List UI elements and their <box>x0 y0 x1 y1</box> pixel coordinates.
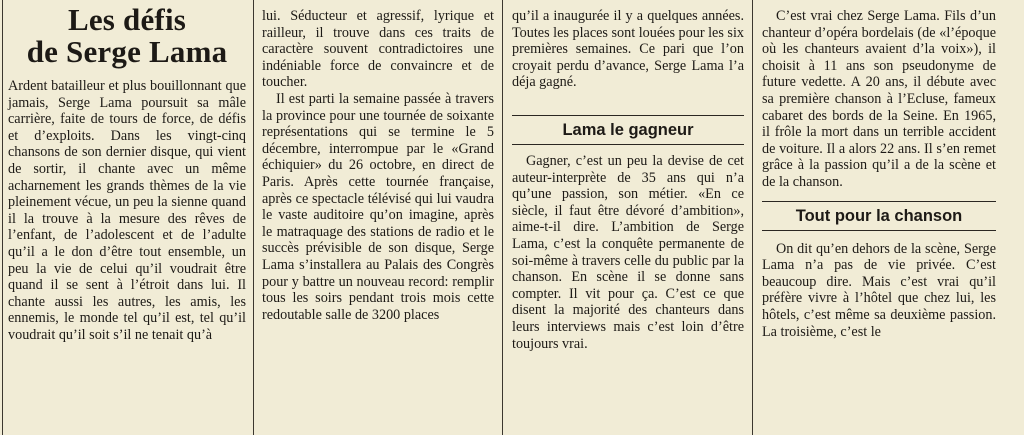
column-4 <box>762 8 996 340</box>
subhead-tout-pour-la-chanson: Tout pour la chanson <box>762 201 996 231</box>
headline-line-1: Les défis <box>67 2 187 37</box>
column-3 <box>512 8 744 352</box>
column-rule-2 <box>502 0 503 435</box>
column-rule-3 <box>752 0 753 435</box>
column-4-paragraph-bottom: On dit qu’en dehors de la scène, Serge Lama n’a pas de vie privée. C’est beaucoup dire. Mais c’est vrai qu’il préfère vivre à l’hôtel que chez lui, les hôtels, c’est même sa deuxième passion. La troisième, c’est le <box>762 240 996 340</box>
column-4-paragraph-top: C’est vrai chez Serge Lama. Fils d’un chanteur d’opéra bordelais (de «l’époque où les chanteurs avaient d’la voix»), il choisit à 11 ans son pseudonyme de future vedette. A 20 ans, il débute avec sa première chanson à l’Ecluse, fameux cabaret des bords de la Seine. En 1965, il frôle la mort dans un terrible accident de voiture. Il a alors 22 ans. Il s’en remet grâce à la passion qu’il a de la scène et de la chanson. <box>762 8 996 190</box>
column-3-paragraph-top: qu’il a inaugurée il y a quelques années. Toutes les places sont louées pour les six premières semaines. Ce pari que l’on croyait perdu d’avance, Serge Lama l’a déja gagné. <box>512 8 744 91</box>
headline-line-2: de Serge Lama <box>26 34 228 69</box>
column-rule-1 <box>253 0 254 435</box>
column-2-paragraph-2: Il est parti la semaine passée à travers la province pour une tournée de soixante représentations qui se termine le 5 décembre, interrompue par le «Grand échiquier» du 26 octobre, en direct de Paris. Après cette tournée française, après ce spectacle télévisé qui lui vaudra le vaste auditoire qu’on imagine, après le matraquage des stations de radio et le succès prévisible de son disque, Serge Lama s’installera au Palais des Congrès pour y battre un nouveau record: remplir tous les soirs pendant trois mois cette redoutable salle de 3200 places <box>262 90 494 323</box>
column-3-paragraph-bottom: Gagner, c’est un peu la devise de cet auteur-interprète de 35 ans qui n’a qu’une passion, son métier. «En ce siècle, il faut être dévoré d’ambition», aime-t-il dire. L’ambition de Serge Lama, c’est la conquête permanente de soi-même à travers celle du public par la chanson. En scène il se donne sans compter. Il vit pour ça. C’est ce que disent la majorité des chanteurs dans leurs interviews mais c’est loin d’être toujours vrai. <box>512 152 744 352</box>
column-1 <box>8 4 246 344</box>
column-1-paragraph: Ardent batailleur et plus bouillonnant que jamais, Serge Lama poursuit sa mâle carrière, faite de tours de force, de défis et d’exploits. Dans les vingt-cinq chansons de son dernier disque, qui vient de sortir, il chante avec un même acharnement les grands thèmes de la vie pleinement vécue, un peu la sienne quand il la trouve à la mesure des rêves de l’enfant, de l’adolescent et de l’adulte qu’il a le don d’être tout ensemble, un peu la vie de celui qu’il voudrait être quand il se sent à l’étroit dans lui. Il chante aussi les autres, les amis, les ennemis, le monde tel qu’il est, tel qu’il voudrait qu’il soit s’il ne tenait qu’à <box>8 78 246 343</box>
subhead-lama-le-gagneur: Lama le gagneur <box>512 115 744 145</box>
article-headline <box>8 4 246 68</box>
left-edge-rule <box>2 0 3 435</box>
column-2-paragraph-1: lui. Séducteur et agressif, lyrique et railleur, il trouve dans ces traits de caractère souvent contradictoires une indéniable force de convaincre et de toucher. <box>262 8 494 91</box>
column-2 <box>262 8 494 323</box>
